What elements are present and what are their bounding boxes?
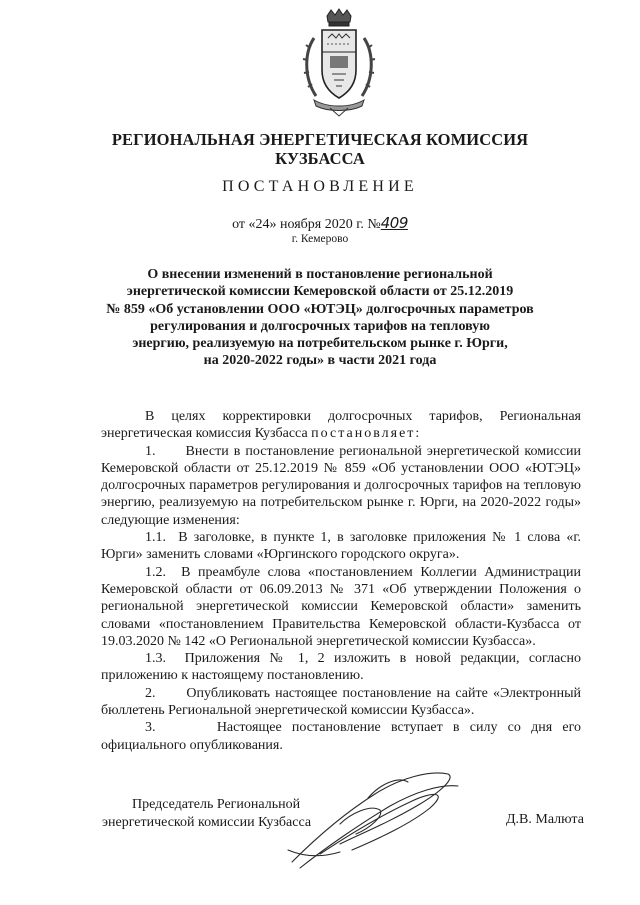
document-title (80, 266, 560, 370)
clause-1: 1. Внести в постановление региональной энергетической комиссии Кемеровской области от 25.12.2019 № 859 «Об установлении ООО «ЮТЭЦ» долгосрочных параметров регулирования и долгосрочных тарифов на тепловую энергию, реализуемую на потребительском рынке г. Юрги, на 2020-2022 годы» следующие изменения: (101, 443, 581, 528)
title-line: на 2020-2022 годы» в части 2021 года (203, 353, 437, 369)
document-number: 409 (380, 214, 408, 232)
preamble-text: В целях корректировки долгосрочных тарифов, Региональная энергетическая комиссия Кузбасса (101, 409, 581, 442)
title-line: № 859 «Об установлении ООО «ЮТЭЦ» долгосрочных параметров (106, 301, 534, 317)
document-date: от «24» ноября 2020 г. № (232, 217, 381, 232)
title-line: энергию, реализуемую на потребительском рынке г. Юрги, (132, 336, 508, 352)
document-type: ПОСТАНОВЛЕНИЕ (222, 178, 418, 195)
title-line: энергетической комиссии Кемеровской области от 25.12.2019 (126, 284, 514, 300)
clause-1-2: 1.2. В преамбуле слова «постановлением Коллегии Администрации Кемеровской области от 06.09.2013 № 371 «Об утверждении Положения о региональной энергетической комиссии Кемеровской области» заменить словами «постановлением Правительства Кемеровской области-Кузбасса от 19.03.2020 № 142 «О Региональной энергетической комиссии Кузбасса». (101, 564, 581, 649)
document-city: г. Кемерово (291, 233, 349, 245)
document-date-number (0, 214, 640, 233)
kuzbass-coat-of-arms-icon (300, 8, 378, 120)
preamble-paragraph (101, 408, 581, 443)
handwritten-signature (280, 764, 470, 874)
title-line: регулирования и долгосрочных тарифов на тепловую (150, 318, 490, 334)
organization-name (0, 130, 640, 168)
signatory-name: Д.В. Малюта (506, 812, 584, 827)
document-body (101, 408, 581, 754)
clause-3: 3. Настоящее постановление вступает в силу со дня его официального опубликования. (101, 720, 581, 753)
clause-1-1: 1.1. В заголовке, в пункте 1, в заголовке приложения № 1 слова «г. Юрги» заменить словами «Юргинского городского округа». (101, 530, 581, 563)
decision-word: постановляет: (311, 426, 422, 442)
position-line-2: энергетической комиссии Кузбасса (102, 814, 312, 830)
org-line-2: КУЗБАССА (275, 149, 365, 168)
org-line-1: РЕГИОНАЛЬНАЯ ЭНЕРГЕТИЧЕСКАЯ КОМИССИЯ (111, 130, 529, 149)
position-line-1: Председатель Региональной (132, 797, 301, 812)
clause-2: 2. Опубликовать настоящее постановление на сайте «Электронный бюллетень Региональной энергетической комиссии Кузбасса». (101, 685, 581, 719)
clause-1-3: 1.3. Приложения № 1, 2 изложить в новой редакции, согласно приложению к настоящему постановлению. (101, 651, 581, 684)
title-line: О внесении изменений в постановление региональной (147, 267, 493, 282)
